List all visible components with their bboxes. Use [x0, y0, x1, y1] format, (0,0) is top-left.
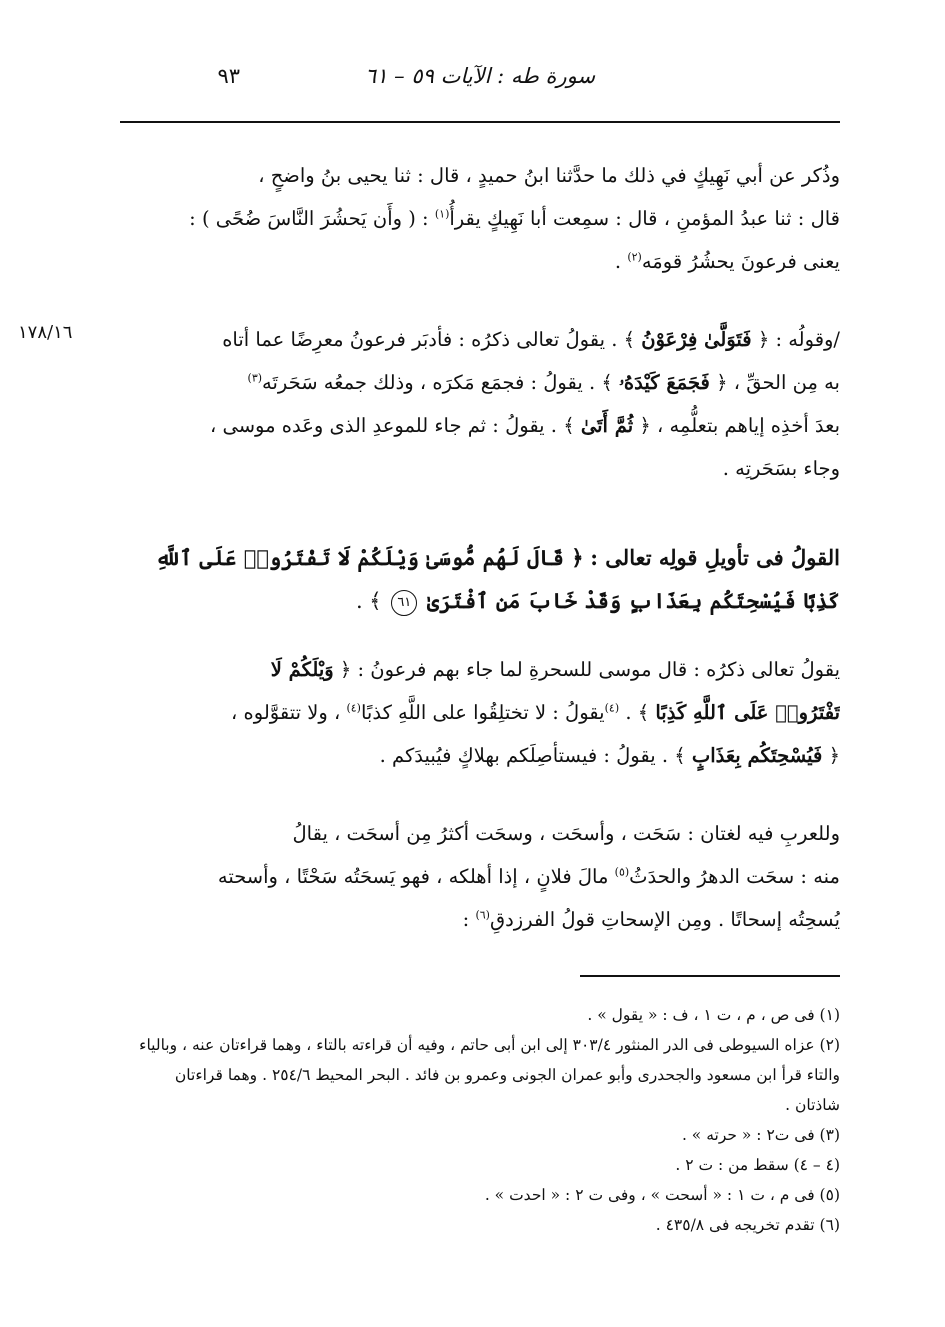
text-span: قال : ثنا عبدُ المؤمنِ ، قال : سمِعت أبا نَهِيكٍ يقرأُ	[449, 207, 840, 230]
text-line	[120, 318, 840, 361]
quran-quote: فَجَمَعَ كَيْدَهُۥ	[619, 371, 710, 394]
footnote-ref: (١)	[434, 207, 450, 221]
paragraph-2	[120, 318, 840, 490]
text-line	[120, 579, 840, 622]
margin-reference: ١٧٨/١٦	[18, 322, 73, 343]
text-span: به مِن الحقِّ ، ﴿	[716, 371, 840, 394]
footnote: (٥) فى م ، ت ١ : « أسحت » ، وفى ت ٢ : « احدت » .	[484, 1186, 840, 1204]
text-span: ﴾ .	[355, 589, 382, 613]
text-span: ﴾ . يقولُ تعالى ذكرُه : فأدبَر فرعونُ معرِضًا عما أتاه	[222, 328, 636, 351]
footnote: (٦) تقدم تخريجه فى ٤٣٥/٨ .	[655, 1216, 840, 1234]
text-span: :	[462, 908, 470, 931]
text-line	[120, 404, 840, 447]
text-line	[120, 197, 840, 240]
text-span: منه : سحَت الدهرُ والحدَثُ	[629, 865, 840, 888]
footnote-ref: (٦)	[475, 908, 490, 922]
text-line	[120, 898, 840, 941]
footnote-rule	[580, 975, 840, 977]
text-span: يعنى فرعونَ يحشُرُ قومَه	[641, 250, 840, 273]
text-span: ﴾ .	[625, 701, 650, 724]
text-line	[120, 240, 840, 283]
ayah-number-marker: ٦١	[391, 590, 417, 616]
text-span: ﴾ . يقولُ : فجمَع مَكرَه ، وذلك جمعُه سَحَرتَه	[262, 371, 613, 394]
text-span: يقولُ تعالى ذكرُه : قال موسى للسحرةِ لما جاء بهم فرعونُ : ﴿	[339, 658, 840, 681]
quran-quote: وَيْلَكُمْ لَا	[270, 658, 334, 681]
footnote: (٣) فى ت٢ : « حرته » .	[681, 1126, 840, 1144]
text-span: يقولُ : لا تختلِقُوا على اللَّهِ كذبًا	[360, 701, 605, 724]
text-span: بعدَ أخذِه إياهم بتعلُّمِه ، ﴿	[639, 414, 840, 437]
text-span: ﴾ . يقولُ : فيستأصِلَكم بهلاكٍ فيُبيدَكم .	[379, 744, 686, 767]
heading-text: القولُ فى تأويلِ قولِه تعالى :	[590, 545, 840, 570]
footnote: (١) فى ص ، م ، ت ١ ، ف : « يقول » .	[587, 1006, 840, 1024]
text-line	[120, 734, 840, 777]
text-line	[120, 361, 840, 404]
paragraph-4	[120, 812, 840, 941]
section-heading	[120, 536, 840, 622]
text-span: .	[614, 250, 622, 273]
text-line	[120, 648, 840, 691]
text-span: ، ولا تتقوَّلوه ،	[231, 701, 341, 724]
footnote-ref: (٥)	[614, 865, 630, 879]
text-line: وللعربِ فيه لغتان : سَحَت ، وأسحَت ، وسحَت أكثرُ مِن أسحَت ، يقالُ	[292, 822, 840, 845]
footnote-ref: (٤)	[346, 701, 361, 715]
footnote-ref: (٣)	[247, 371, 263, 385]
paragraph-1	[120, 154, 840, 283]
text-line	[120, 691, 840, 734]
text-line: وذُكر عن أبي نَهِيكٍ في ذلك ما حدَّثنا ابنُ حميدٍ ، قال : ثنا يحيى بنُ واضحٍ ،	[258, 164, 840, 187]
footnote-ref: (٤)	[604, 701, 620, 715]
footnote: والتاء قرأ ابن مسعود والجحدرى وأبو عمران الجونى وعمرو بن فائد . البحر المحيط ٢٥٤/٦ . وهما قراءتان	[174, 1066, 840, 1084]
paragraph-3	[120, 648, 840, 777]
page-number: ٩٣	[217, 64, 240, 88]
text-span: : ( وأَن يَحشُرَ النَّاسَ ضُحًى ) :	[189, 207, 429, 230]
quran-verse: ﴿ قَالَ لَهُم مُّوسَىٰ وَيْلَكُمْ لَا تَفْتَرُوا۟ عَلَى ٱللَّهِ	[155, 545, 584, 570]
text-line	[120, 855, 840, 898]
quran-verse: كَذِبًا فَيُسْحِتَكُم بِعَذَابٍ وَقَدْ خَابَ مَنِ ٱفْتَرَىٰ	[426, 588, 840, 613]
page-header	[120, 58, 840, 98]
quran-quote: ثُمَّ أَتَىٰ	[580, 414, 634, 437]
text-line: وجاء بسَحَرتِه .	[722, 457, 840, 480]
text-span: يُسحِتُه إسحاتًا . ومِن الإسحاتِ قولُ الفرزدقِ	[489, 908, 840, 931]
text-line	[120, 536, 840, 579]
footnotes	[120, 1000, 840, 1240]
footnote: شاذتان .	[785, 1096, 840, 1114]
header-rule	[120, 121, 840, 123]
quran-quote: فَيُسْحِتَكُم بِعَذَابٍ	[691, 744, 823, 767]
footnote: (٤ – ٤) سقط من : ت ٢ .	[675, 1156, 840, 1174]
footnote-ref: (٢)	[627, 250, 642, 264]
text-span: ﴿	[828, 744, 840, 767]
footnote: (٢) عزاه السيوطى فى الدر المنثور ٣٠٣/٤ إلى ابن أبى حاتم ، وفيه أن قراءته بالتاء ، وهما قراءتان عنه ، وبالياء	[139, 1036, 840, 1054]
quran-quote: تَفْتَرُوا۟ عَلَى ٱللَّهِ كَذِبًا	[655, 701, 840, 724]
text-span: مالَ فلانٍ ، إذا أهلكه ، فهو يَسحَتُه سَحْتًا ، وأسحته	[217, 865, 609, 888]
quran-quote: فَتَوَلَّىٰ فِرْعَوْنُ	[641, 328, 752, 351]
text-span: /وقولُه : ﴿	[757, 328, 840, 351]
running-title: سورة طه : الآيات ٥٩ – ٦١	[364, 64, 596, 88]
text-span: ﴾ . يقولُ : ثم جاء للموعدِ الذى وعَده موسى ،	[209, 414, 575, 437]
